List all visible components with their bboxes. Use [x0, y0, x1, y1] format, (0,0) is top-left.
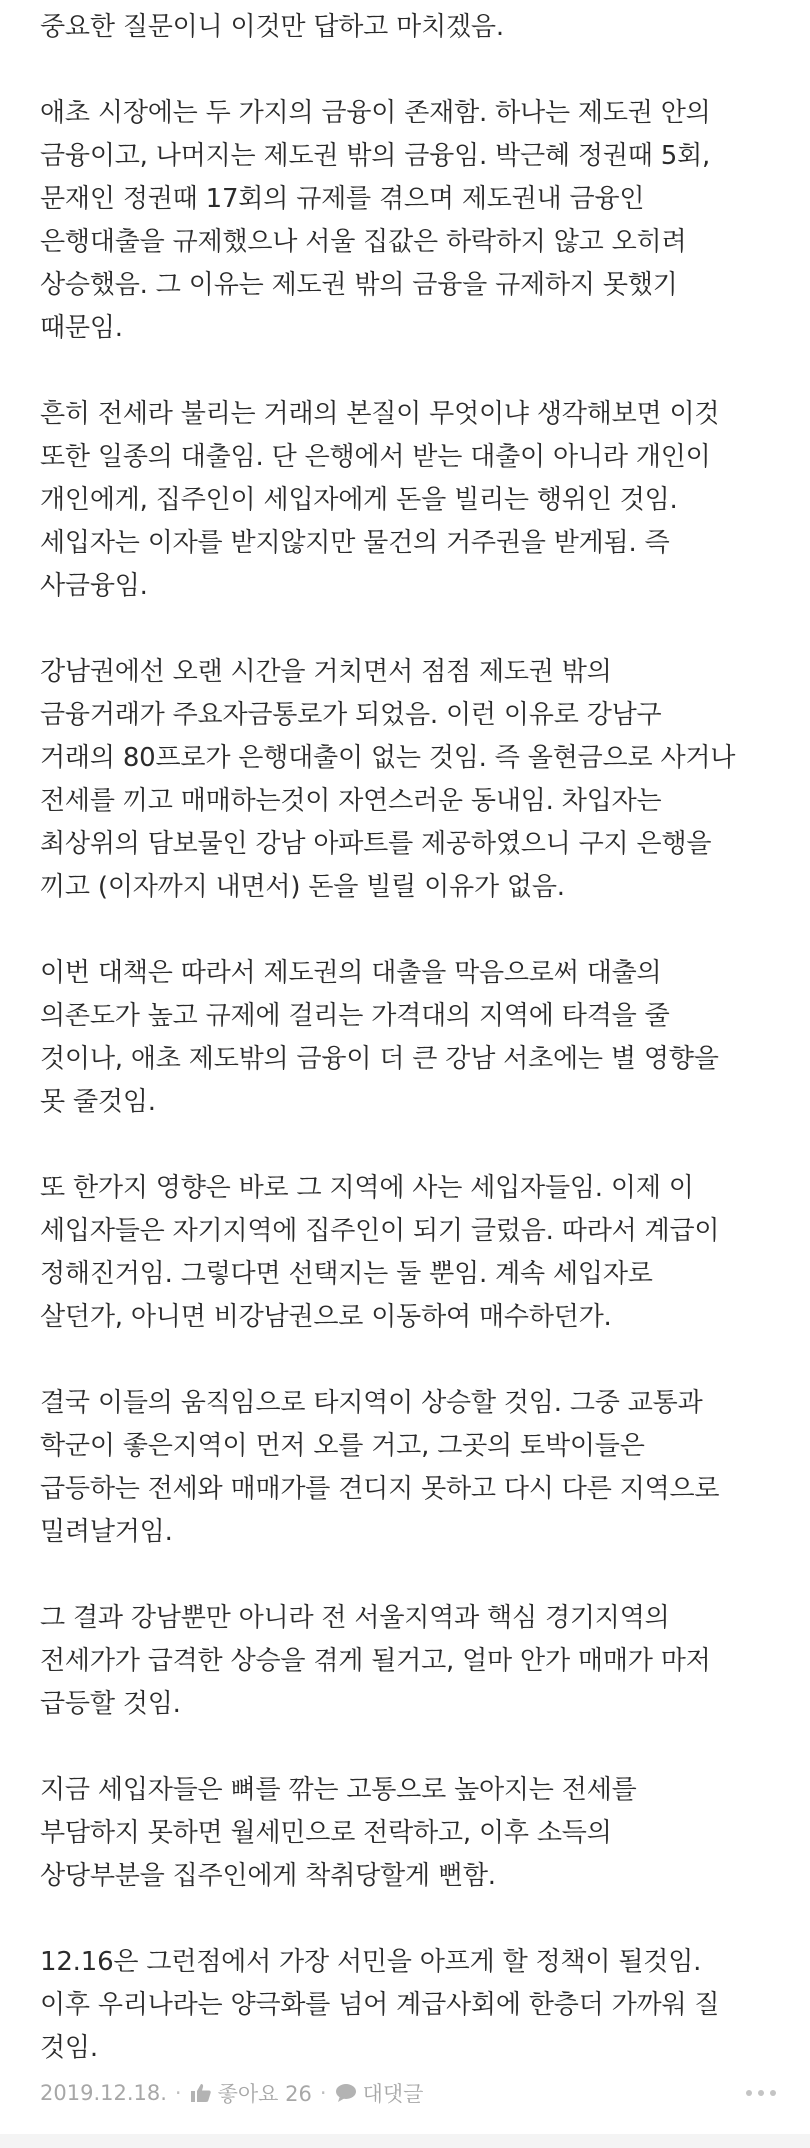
comment-line: 거래의 80프로가 은행대출이 없는 것임. 즉 올현금으로 사거나	[40, 743, 736, 773]
bottom-divider	[0, 2134, 810, 2148]
more-options-button[interactable]	[742, 2082, 780, 2104]
speech-bubble-icon	[335, 2083, 357, 2103]
comment-line: 전세를 끼고 매매하는것이 자연스러운 동내임. 차입자는	[40, 786, 662, 816]
comment-line: 급등하는 전세와 매매가를 견디지 못하고 다시 다른 지역으로	[40, 1474, 720, 1504]
comment-line: 세입자들은 자기지역에 집주인이 되기 글렀음. 따라서 계급이	[40, 1216, 720, 1246]
comment-line: 또 한가지 영향은 바로 그 지역에 사는 세입자들임. 이제 이	[40, 1173, 694, 1203]
comment-line: 의존도가 높고 규제에 걸리는 가격대의 지역에 타격을 줄	[40, 1001, 670, 1031]
comment-line: 개인에게, 집주인이 세입자에게 돈을 빌리는 행위인 것임.	[40, 485, 678, 515]
comment-line: 사금융임.	[40, 571, 148, 601]
comment-meta	[40, 2072, 780, 2114]
comment-line: 부담하지 못하면 월세민으로 전락하고, 이후 소득의	[40, 1818, 612, 1848]
comment-paragraph	[40, 393, 780, 608]
comment-paragraph	[40, 1941, 780, 2070]
comment-line: 은행대출을 규제했으나 서울 집값은 하락하지 않고 오히려	[40, 227, 687, 257]
comment-line: 그 결과 강남뿐만 아니라 전 서울지역과 핵심 경기지역의	[40, 1603, 670, 1633]
comment-line: 살던가, 아니면 비강남권으로 이동하여 매수하던가.	[40, 1302, 612, 1332]
comment-line: 것이나, 애초 제도밖의 금융이 더 큰 강남 서초에는 별 영향을	[40, 1044, 719, 1074]
meta-separator: ·	[174, 2081, 182, 2105]
comment-line: 12.16은 그런점에서 가장 서민을 아프게 할 정책이 될것임.	[40, 1947, 702, 1977]
more-dots-icon	[770, 2090, 776, 2096]
comment-line: 세입자는 이자를 받지않지만 물건의 거주권을 받게됨. 즉	[40, 528, 670, 558]
comment-paragraph	[40, 651, 780, 909]
reply-button[interactable]	[335, 2078, 424, 2108]
comment-paragraph	[40, 1769, 780, 1898]
comment-line: 전세가가 급격한 상승을 겪게 될거고, 얼마 안가 매매가 마저	[40, 1646, 711, 1676]
comment-paragraph	[40, 1597, 780, 1726]
comment-line: 상승했음. 그 이유는 제도권 밖의 금융을 규제하지 못했기	[40, 270, 678, 300]
comment-line: 이번 대책은 따라서 제도권의 대출을 막음으로써 대출의	[40, 958, 662, 988]
comment-line: 상당부분을 집주인에게 착취당할게 뻔함.	[40, 1861, 496, 1891]
comment-line: 최상위의 담보물인 강남 아파트를 제공하였으니 구지 은행을	[40, 829, 712, 859]
comment-paragraph	[40, 1167, 780, 1339]
comment-paragraph	[40, 952, 780, 1124]
comment-date: 2019.12.18.	[40, 2081, 167, 2105]
comment-paragraph	[40, 1382, 780, 1554]
meta-separator: ·	[319, 2081, 327, 2105]
comment-paragraph	[40, 6, 780, 49]
comment-line: 못 줄것임.	[40, 1087, 156, 1117]
comment-line: 결국 이들의 움직임으로 타지역이 상승할 것임. 그중 교통과	[40, 1388, 703, 1418]
comment-line: 것임.	[40, 2033, 98, 2063]
comment-line: 흔히 전세라 불리는 거래의 본질이 무엇이냐 생각해보면 이것	[40, 399, 720, 429]
comment-line: 정해진거임. 그렇다면 선택지는 둘 뿐임. 계속 세입자로	[40, 1259, 653, 1289]
comment-line: 지금 세입자들은 뼈를 깎는 고통으로 높아지는 전세를	[40, 1775, 637, 1805]
more-dots-icon	[758, 2090, 764, 2096]
thumbs-up-icon	[190, 2083, 212, 2103]
reply-label: 대댓글	[362, 2082, 424, 2106]
comment-line: 급등할 것임.	[40, 1689, 181, 1719]
like-label: 좋아요 26	[217, 2082, 312, 2106]
comment-paragraph	[40, 92, 780, 350]
comment-line: 애초 시장에는 두 가지의 금융이 존재함. 하나는 제도권 안의	[40, 98, 711, 128]
comment-line: 끼고 (이자까지 내면서) 돈을 빌릴 이유가 없음.	[40, 872, 565, 902]
comment-line: 금융거래가 주요자금통로가 되었음. 이런 이유로 강남구	[40, 700, 662, 730]
comment-line: 문재인 정권때 17회의 규제를 겪으며 제도권내 금융인	[40, 184, 645, 214]
comment-line: 밀려날거임.	[40, 1517, 173, 1547]
comment-line: 또한 일종의 대출임. 단 은행에서 받는 대출이 아니라 개인이	[40, 442, 711, 472]
comment-body	[40, 6, 780, 2113]
comment-line: 학군이 좋은지역이 먼저 오를 거고, 그곳의 토박이들은	[40, 1431, 645, 1461]
comment-line: 강남권에선 오랜 시간을 거치면서 점점 제도권 밖의	[40, 657, 612, 687]
comment-line: 이후 우리나라는 양극화를 넘어 계급사회에 한층더 가까워 질	[40, 1990, 720, 2020]
comment-line: 중요한 질문이니 이것만 답하고 마치겠음.	[40, 12, 504, 42]
more-dots-icon	[746, 2090, 752, 2096]
comment-line: 금융이고, 나머지는 제도권 밖의 금융임. 박근혜 정권때 5회,	[40, 141, 711, 171]
comment-line: 때문임.	[40, 313, 123, 343]
like-button[interactable]	[190, 2078, 312, 2108]
